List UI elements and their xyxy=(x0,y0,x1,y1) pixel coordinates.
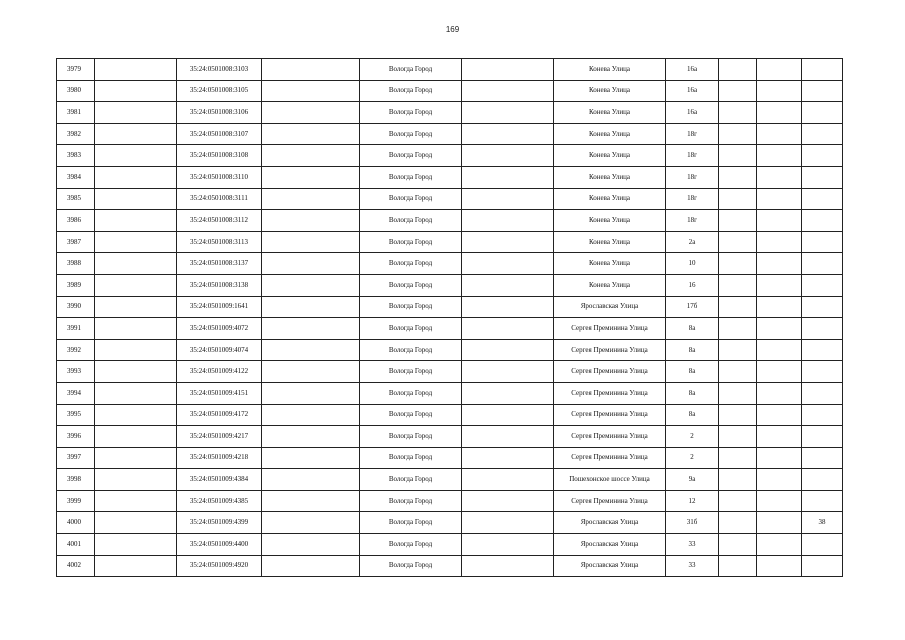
empty-cell xyxy=(462,145,554,167)
table-row xyxy=(57,210,843,232)
table-row xyxy=(57,426,843,448)
empty-cell xyxy=(757,382,802,404)
empty-cell xyxy=(757,188,802,210)
empty-cell xyxy=(95,145,177,167)
row-number-cell: 3999 xyxy=(57,490,95,512)
house-number-cell: 16а xyxy=(666,80,719,102)
row-number-cell: 3983 xyxy=(57,145,95,167)
empty-cell xyxy=(262,210,360,232)
empty-cell xyxy=(262,59,360,81)
extra-value-cell xyxy=(802,145,843,167)
street-cell: Пошехонское шоссе Улица xyxy=(554,469,666,491)
table-row xyxy=(57,59,843,81)
table-row xyxy=(57,534,843,556)
empty-cell xyxy=(262,80,360,102)
street-cell: Ярославская Улица xyxy=(554,534,666,556)
cadastral-number-cell: 35:24:0501009:4072 xyxy=(177,318,262,340)
empty-cell xyxy=(95,253,177,275)
table-row xyxy=(57,469,843,491)
table-row xyxy=(57,102,843,124)
house-number-cell: 18г xyxy=(666,123,719,145)
empty-cell xyxy=(719,318,757,340)
empty-cell xyxy=(262,361,360,383)
empty-cell xyxy=(757,210,802,232)
row-number-cell: 3998 xyxy=(57,469,95,491)
empty-cell xyxy=(719,339,757,361)
row-number-cell: 3996 xyxy=(57,426,95,448)
city-cell: Вологда Город xyxy=(360,447,462,469)
city-cell: Вологда Город xyxy=(360,231,462,253)
empty-cell xyxy=(719,80,757,102)
empty-cell xyxy=(95,426,177,448)
city-cell: Вологда Город xyxy=(360,296,462,318)
cadastral-number-cell: 35:24:0501008:3107 xyxy=(177,123,262,145)
empty-cell xyxy=(757,145,802,167)
city-cell: Вологда Город xyxy=(360,253,462,275)
empty-cell xyxy=(719,490,757,512)
house-number-cell: 8а xyxy=(666,382,719,404)
house-number-cell: 33 xyxy=(666,555,719,577)
house-number-cell: 10 xyxy=(666,253,719,275)
table-row xyxy=(57,361,843,383)
house-number-cell: 9а xyxy=(666,469,719,491)
empty-cell xyxy=(95,166,177,188)
extra-value-cell xyxy=(802,555,843,577)
city-cell: Вологда Город xyxy=(360,188,462,210)
house-number-cell: 31б xyxy=(666,512,719,534)
empty-cell xyxy=(462,404,554,426)
city-cell: Вологда Город xyxy=(360,490,462,512)
empty-cell xyxy=(462,80,554,102)
cadastral-number-cell: 35:24:0501009:4217 xyxy=(177,426,262,448)
empty-cell xyxy=(757,80,802,102)
city-cell: Вологда Город xyxy=(360,426,462,448)
house-number-cell: 12 xyxy=(666,490,719,512)
city-cell: Вологда Город xyxy=(360,274,462,296)
row-number-cell: 3986 xyxy=(57,210,95,232)
city-cell: Вологда Город xyxy=(360,404,462,426)
city-cell: Вологда Город xyxy=(360,318,462,340)
house-number-cell: 8а xyxy=(666,404,719,426)
empty-cell xyxy=(262,555,360,577)
empty-cell xyxy=(757,102,802,124)
empty-cell xyxy=(95,188,177,210)
empty-cell xyxy=(262,188,360,210)
empty-cell xyxy=(719,210,757,232)
empty-cell xyxy=(757,296,802,318)
empty-cell xyxy=(757,534,802,556)
extra-value-cell xyxy=(802,382,843,404)
empty-cell xyxy=(719,123,757,145)
cadastral-number-cell: 35:24:0501009:4384 xyxy=(177,469,262,491)
row-number-cell: 3991 xyxy=(57,318,95,340)
extra-value-cell xyxy=(802,188,843,210)
city-cell: Вологда Город xyxy=(360,555,462,577)
cadastral-number-cell: 35:24:0501009:4122 xyxy=(177,361,262,383)
table-row xyxy=(57,490,843,512)
extra-value-cell xyxy=(802,102,843,124)
row-number-cell: 3987 xyxy=(57,231,95,253)
street-cell: Сергея Преминина Улица xyxy=(554,318,666,340)
table-row xyxy=(57,318,843,340)
empty-cell xyxy=(719,231,757,253)
table-row xyxy=(57,188,843,210)
empty-cell xyxy=(719,145,757,167)
empty-cell xyxy=(95,447,177,469)
row-number-cell: 4002 xyxy=(57,555,95,577)
empty-cell xyxy=(462,253,554,275)
empty-cell xyxy=(462,210,554,232)
cadastral-number-cell: 35:24:0501008:3105 xyxy=(177,80,262,102)
empty-cell xyxy=(95,318,177,340)
street-cell: Ярославская Улица xyxy=(554,512,666,534)
table-row xyxy=(57,166,843,188)
empty-cell xyxy=(757,555,802,577)
empty-cell xyxy=(719,188,757,210)
city-cell: Вологда Город xyxy=(360,210,462,232)
extra-value-cell xyxy=(802,59,843,81)
empty-cell xyxy=(95,80,177,102)
empty-cell xyxy=(262,166,360,188)
extra-value-cell xyxy=(802,534,843,556)
empty-cell xyxy=(462,534,554,556)
house-number-cell: 18г xyxy=(666,188,719,210)
row-number-cell: 3990 xyxy=(57,296,95,318)
table-row xyxy=(57,123,843,145)
cadastral-number-cell: 35:24:0501009:4385 xyxy=(177,490,262,512)
table-row xyxy=(57,274,843,296)
empty-cell xyxy=(262,447,360,469)
empty-cell xyxy=(95,123,177,145)
table-row xyxy=(57,253,843,275)
empty-cell xyxy=(95,361,177,383)
extra-value-cell xyxy=(802,123,843,145)
house-number-cell: 18г xyxy=(666,145,719,167)
empty-cell xyxy=(262,318,360,340)
empty-cell xyxy=(95,339,177,361)
street-cell: Конева Улица xyxy=(554,59,666,81)
empty-cell xyxy=(95,512,177,534)
city-cell: Вологда Город xyxy=(360,145,462,167)
empty-cell xyxy=(262,382,360,404)
city-cell: Вологда Город xyxy=(360,80,462,102)
street-cell: Конева Улица xyxy=(554,102,666,124)
table-row xyxy=(57,339,843,361)
empty-cell xyxy=(757,361,802,383)
empty-cell xyxy=(462,59,554,81)
extra-value-cell xyxy=(802,404,843,426)
property-registry-table xyxy=(56,58,843,577)
empty-cell xyxy=(462,318,554,340)
row-number-cell: 3984 xyxy=(57,166,95,188)
row-number-cell: 4000 xyxy=(57,512,95,534)
row-number-cell: 3982 xyxy=(57,123,95,145)
empty-cell xyxy=(719,426,757,448)
cadastral-number-cell: 35:24:0501008:3106 xyxy=(177,102,262,124)
row-number-cell: 3992 xyxy=(57,339,95,361)
cadastral-number-cell: 35:24:0501009:4074 xyxy=(177,339,262,361)
street-cell: Конева Улица xyxy=(554,80,666,102)
empty-cell xyxy=(719,253,757,275)
empty-cell xyxy=(462,361,554,383)
page-number: 169 xyxy=(445,25,460,34)
extra-value-cell xyxy=(802,469,843,491)
table-row xyxy=(57,512,843,534)
empty-cell xyxy=(719,296,757,318)
empty-cell xyxy=(757,447,802,469)
empty-cell xyxy=(719,102,757,124)
empty-cell xyxy=(262,490,360,512)
empty-cell xyxy=(262,296,360,318)
street-cell: Конева Улица xyxy=(554,166,666,188)
street-cell: Конева Улица xyxy=(554,210,666,232)
city-cell: Вологда Город xyxy=(360,102,462,124)
street-cell: Сергея Преминина Улица xyxy=(554,447,666,469)
street-cell: Конева Улица xyxy=(554,274,666,296)
empty-cell xyxy=(95,382,177,404)
empty-cell xyxy=(462,123,554,145)
house-number-cell: 8а xyxy=(666,339,719,361)
empty-cell xyxy=(262,123,360,145)
cadastral-number-cell: 35:24:0501009:1641 xyxy=(177,296,262,318)
extra-value-cell xyxy=(802,318,843,340)
registry-table-body xyxy=(57,59,843,577)
empty-cell xyxy=(757,166,802,188)
cadastral-number-cell: 35:24:0501009:4218 xyxy=(177,447,262,469)
empty-cell xyxy=(462,188,554,210)
extra-value-cell xyxy=(802,274,843,296)
extra-value-cell xyxy=(802,231,843,253)
cadastral-number-cell: 35:24:0501009:4399 xyxy=(177,512,262,534)
empty-cell xyxy=(262,231,360,253)
empty-cell xyxy=(757,318,802,340)
empty-cell xyxy=(757,231,802,253)
extra-value-cell xyxy=(802,361,843,383)
street-cell: Сергея Преминина Улица xyxy=(554,490,666,512)
house-number-cell: 16 xyxy=(666,274,719,296)
empty-cell xyxy=(95,59,177,81)
street-cell: Конева Улица xyxy=(554,123,666,145)
cadastral-number-cell: 35:24:0501008:3103 xyxy=(177,59,262,81)
empty-cell xyxy=(719,404,757,426)
empty-cell xyxy=(95,534,177,556)
row-number-cell: 3993 xyxy=(57,361,95,383)
city-cell: Вологда Город xyxy=(360,469,462,491)
empty-cell xyxy=(95,469,177,491)
empty-cell xyxy=(719,534,757,556)
street-cell: Сергея Преминина Улица xyxy=(554,382,666,404)
row-number-cell: 3980 xyxy=(57,80,95,102)
empty-cell xyxy=(757,512,802,534)
empty-cell xyxy=(462,382,554,404)
street-cell: Конева Улица xyxy=(554,253,666,275)
table-row xyxy=(57,231,843,253)
city-cell: Вологда Город xyxy=(360,339,462,361)
city-cell: Вологда Город xyxy=(360,59,462,81)
extra-value-cell xyxy=(802,426,843,448)
house-number-cell: 8а xyxy=(666,361,719,383)
street-cell: Сергея Преминина Улица xyxy=(554,361,666,383)
empty-cell xyxy=(262,145,360,167)
cadastral-number-cell: 35:24:0501008:3113 xyxy=(177,231,262,253)
cadastral-number-cell: 35:24:0501008:3137 xyxy=(177,253,262,275)
street-cell: Конева Улица xyxy=(554,145,666,167)
extra-value-cell: 38 xyxy=(802,512,843,534)
cadastral-number-cell: 35:24:0501008:3111 xyxy=(177,188,262,210)
house-number-cell: 8а xyxy=(666,318,719,340)
empty-cell xyxy=(95,490,177,512)
empty-cell xyxy=(95,555,177,577)
table-row xyxy=(57,296,843,318)
extra-value-cell xyxy=(802,80,843,102)
empty-cell xyxy=(757,469,802,491)
city-cell: Вологда Город xyxy=(360,166,462,188)
empty-cell xyxy=(462,555,554,577)
empty-cell xyxy=(757,426,802,448)
empty-cell xyxy=(719,59,757,81)
house-number-cell: 18г xyxy=(666,166,719,188)
extra-value-cell xyxy=(802,296,843,318)
empty-cell xyxy=(462,447,554,469)
empty-cell xyxy=(462,102,554,124)
row-number-cell: 4001 xyxy=(57,534,95,556)
row-number-cell: 3985 xyxy=(57,188,95,210)
empty-cell xyxy=(262,339,360,361)
empty-cell xyxy=(262,512,360,534)
empty-cell xyxy=(757,123,802,145)
row-number-cell: 3997 xyxy=(57,447,95,469)
empty-cell xyxy=(757,490,802,512)
cadastral-number-cell: 35:24:0501008:3108 xyxy=(177,145,262,167)
table-row xyxy=(57,145,843,167)
empty-cell xyxy=(95,404,177,426)
empty-cell xyxy=(95,102,177,124)
cadastral-number-cell: 35:24:0501009:4920 xyxy=(177,555,262,577)
empty-cell xyxy=(262,469,360,491)
empty-cell xyxy=(719,512,757,534)
city-cell: Вологда Город xyxy=(360,361,462,383)
empty-cell xyxy=(757,339,802,361)
city-cell: Вологда Город xyxy=(360,534,462,556)
street-cell: Конева Улица xyxy=(554,231,666,253)
house-number-cell: 2а xyxy=(666,231,719,253)
cadastral-number-cell: 35:24:0501009:4151 xyxy=(177,382,262,404)
street-cell: Конева Улица xyxy=(554,188,666,210)
empty-cell xyxy=(262,102,360,124)
empty-cell xyxy=(462,512,554,534)
empty-cell xyxy=(262,253,360,275)
cadastral-number-cell: 35:24:0501008:3112 xyxy=(177,210,262,232)
row-number-cell: 3989 xyxy=(57,274,95,296)
house-number-cell: 33 xyxy=(666,534,719,556)
city-cell: Вологда Город xyxy=(360,382,462,404)
empty-cell xyxy=(462,490,554,512)
empty-cell xyxy=(719,555,757,577)
empty-cell xyxy=(719,166,757,188)
empty-cell xyxy=(719,361,757,383)
row-number-cell: 3981 xyxy=(57,102,95,124)
empty-cell xyxy=(719,469,757,491)
row-number-cell: 3979 xyxy=(57,59,95,81)
house-number-cell: 16а xyxy=(666,102,719,124)
house-number-cell: 17б xyxy=(666,296,719,318)
street-cell: Ярославская Улица xyxy=(554,555,666,577)
cadastral-number-cell: 35:24:0501009:4400 xyxy=(177,534,262,556)
empty-cell xyxy=(262,274,360,296)
street-cell: Ярославская Улица xyxy=(554,296,666,318)
extra-value-cell xyxy=(802,253,843,275)
empty-cell xyxy=(757,274,802,296)
table-row xyxy=(57,404,843,426)
empty-cell xyxy=(462,274,554,296)
empty-cell xyxy=(262,534,360,556)
empty-cell xyxy=(719,447,757,469)
city-cell: Вологда Город xyxy=(360,512,462,534)
row-number-cell: 3988 xyxy=(57,253,95,275)
empty-cell xyxy=(462,426,554,448)
empty-cell xyxy=(462,469,554,491)
empty-cell xyxy=(757,59,802,81)
cadastral-number-cell: 35:24:0501008:3110 xyxy=(177,166,262,188)
house-number-cell: 2 xyxy=(666,426,719,448)
street-cell: Сергея Преминина Улица xyxy=(554,404,666,426)
table-row xyxy=(57,382,843,404)
house-number-cell: 2 xyxy=(666,447,719,469)
extra-value-cell xyxy=(802,490,843,512)
empty-cell xyxy=(462,166,554,188)
extra-value-cell xyxy=(802,339,843,361)
house-number-cell: 16а xyxy=(666,59,719,81)
empty-cell xyxy=(462,231,554,253)
empty-cell xyxy=(719,382,757,404)
empty-cell xyxy=(262,404,360,426)
extra-value-cell xyxy=(802,210,843,232)
empty-cell xyxy=(719,274,757,296)
row-number-cell: 3995 xyxy=(57,404,95,426)
empty-cell xyxy=(462,296,554,318)
city-cell: Вологда Город xyxy=(360,123,462,145)
empty-cell xyxy=(95,274,177,296)
table-row xyxy=(57,80,843,102)
extra-value-cell xyxy=(802,447,843,469)
house-number-cell: 18г xyxy=(666,210,719,232)
extra-value-cell xyxy=(802,166,843,188)
table-row xyxy=(57,555,843,577)
empty-cell xyxy=(262,426,360,448)
empty-cell xyxy=(462,339,554,361)
cadastral-number-cell: 35:24:0501009:4172 xyxy=(177,404,262,426)
table-row xyxy=(57,447,843,469)
cadastral-number-cell: 35:24:0501008:3138 xyxy=(177,274,262,296)
street-cell: Сергея Преминина Улица xyxy=(554,426,666,448)
street-cell: Сергея Преминина Улица xyxy=(554,339,666,361)
empty-cell xyxy=(95,231,177,253)
empty-cell xyxy=(95,296,177,318)
empty-cell xyxy=(757,404,802,426)
row-number-cell: 3994 xyxy=(57,382,95,404)
empty-cell xyxy=(95,210,177,232)
empty-cell xyxy=(757,253,802,275)
